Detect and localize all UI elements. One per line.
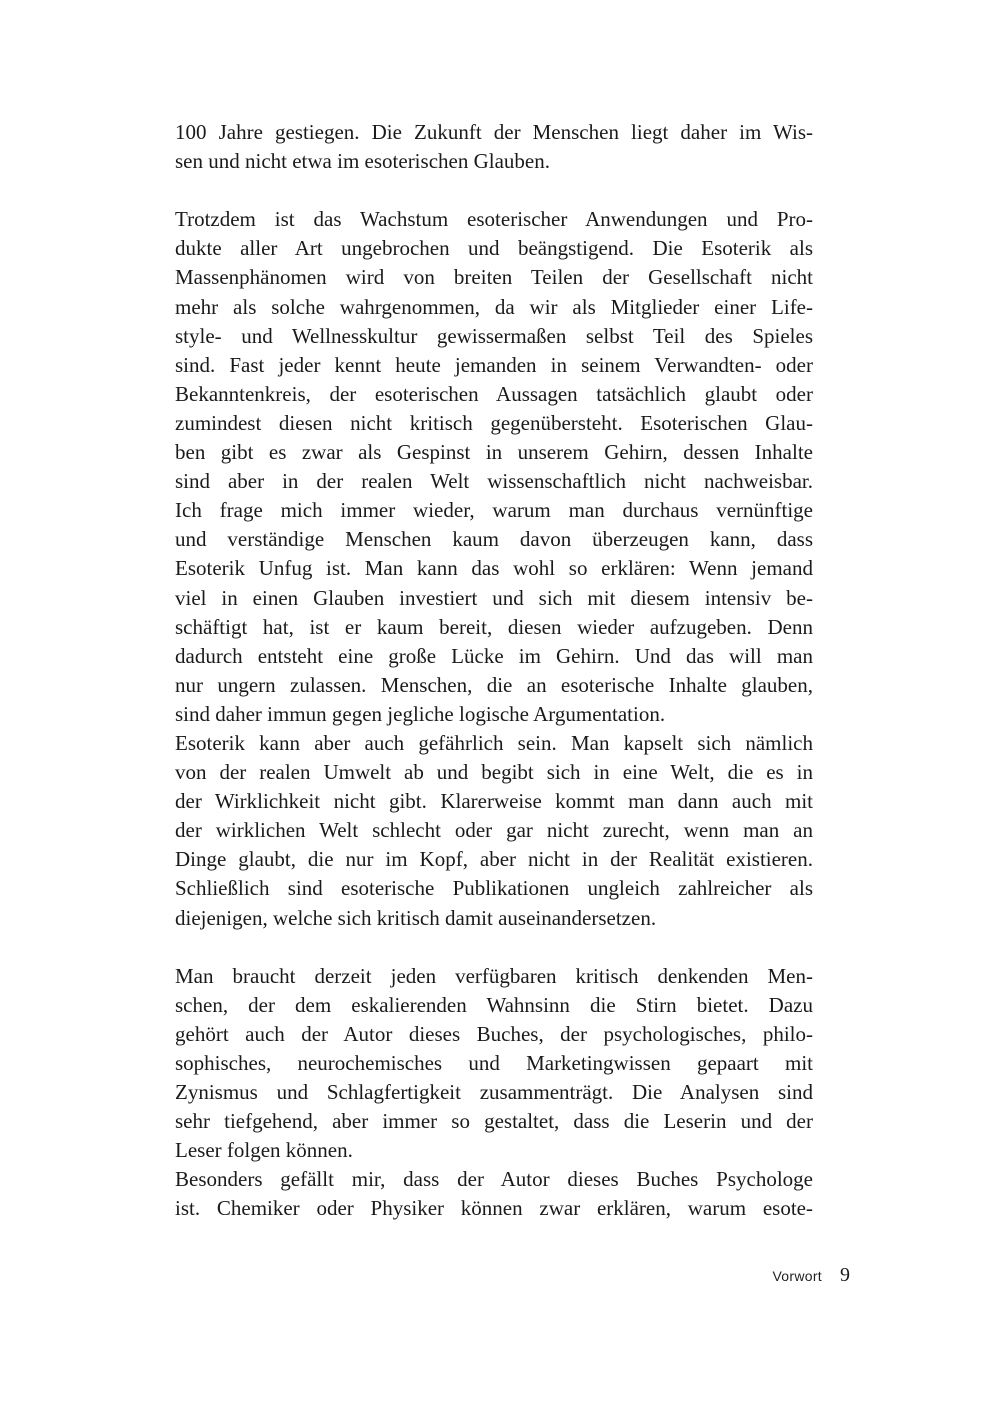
- text-line: Man braucht derzeit jeden verfügbaren kritisch denkenden Men-: [175, 963, 813, 988]
- text-line: sehr tiefgehend, aber immer so gestaltet, dass die Leserin und der: [175, 1109, 813, 1134]
- text-line: Esoterik kann aber auch gefährlich sein. Man kapselt sich nämlich: [175, 730, 813, 755]
- text-line: Trotzdem ist das Wachstum esoterischer Anwendungen und Pro-: [175, 207, 813, 232]
- text-line: der wirklichen Welt schlecht oder gar nicht zurecht, wenn man an: [175, 818, 813, 843]
- text-line: Esoterik Unfug ist. Man kann das wohl so erklären: Wenn jemand: [175, 556, 813, 581]
- text-line: viel in einen Glauben investiert und sich mit diesem intensiv be-: [175, 585, 813, 610]
- text-line: diejenigen, welche sich kritisch damit auseinandersetzen.: [175, 905, 657, 930]
- text-line: zumindest diesen nicht kritisch gegenübersteht. Esoterischen Glau-: [175, 410, 813, 435]
- paragraph-gap: [175, 933, 813, 962]
- text-line: Bekanntenkreis, der esoterischen Aussagen tatsächlich glaubt oder: [175, 381, 813, 406]
- text-line: sophisches, neurochemisches und Marketingwissen gepaart mit: [175, 1051, 813, 1075]
- text-line: Massenphänomen wird von breiten Teilen der Gesellschaft nicht: [175, 265, 813, 290]
- text-line: sen und nicht etwa im esoterischen Glauben.: [175, 149, 550, 174]
- text-line: Schließlich sind esoterische Publikationen ungleich zahlreicher als: [175, 876, 813, 901]
- text-line: Zynismus und Schlagfertigkeit zusammenträgt. Die Analysen sind: [175, 1080, 813, 1105]
- text-line: Leser folgen können.: [175, 1138, 353, 1163]
- text-line: Dinge glaubt, die nur im Kopf, aber nicht in der Realität existieren.: [175, 847, 813, 872]
- page-footer: [772, 1264, 850, 1287]
- text-line: und verständige Menschen kaum davon überzeugen kann, dass: [175, 527, 813, 552]
- text-line: gehört auch der Autor dieses Buches, der psychologisches, philo-: [175, 1021, 813, 1046]
- text-line: sind aber in der realen Welt wissenschaftlich nicht nachweisbar.: [175, 469, 813, 494]
- text-line: mehr als solche wahrgenommen, da wir als Mitglieder einer Life-: [175, 294, 813, 319]
- running-head: Vorwort: [772, 1268, 822, 1284]
- text-line: style- und Wellnesskultur gewissermaßen selbst Teil des Spieles: [175, 323, 813, 348]
- text-line: ben gibt es zwar als Gespinst in unserem Gehirn, dessen Inhalte: [175, 440, 813, 465]
- text-line: ist. Chemiker oder Physiker können zwar erklären, warum esote-: [175, 1196, 813, 1221]
- text-line: Ich frage mich immer wieder, warum man durchaus vernünftige: [175, 498, 813, 523]
- page-number: 9: [840, 1264, 850, 1286]
- text-line: dadurch entsteht eine große Lücke im Gehirn. Und das will man: [175, 643, 813, 668]
- text-line: der Wirklichkeit nicht gibt. Klarerweise kommt man dann auch mit: [175, 789, 813, 814]
- text-line: Besonders gefällt mir, dass der Autor dieses Buches Psychologe: [175, 1167, 813, 1192]
- text-line: von der realen Umwelt ab und begibt sich in eine Welt, die es in: [175, 760, 813, 785]
- text-line: 100 Jahre gestiegen. Die Zukunft der Menschen liegt daher im Wis-: [175, 120, 813, 144]
- text-line: sind daher immun gegen jegliche logische Argumentation.: [175, 701, 666, 726]
- paragraph-gap: [175, 176, 813, 205]
- text-line: schäftigt hat, ist er kaum bereit, diesen wieder aufzugeben. Denn: [175, 614, 813, 639]
- body-text: [175, 118, 813, 1224]
- text-line: nur ungern zulassen. Menschen, die an esoterische Inhalte glauben,: [175, 672, 813, 697]
- text-line: sind. Fast jeder kennt heute jemanden in seinem Verwandten- oder: [175, 352, 813, 377]
- text-line: dukte aller Art ungebrochen und beängstigend. Die Esoterik als: [175, 236, 813, 261]
- text-line: schen, der dem eskalierenden Wahnsinn die Stirn bietet. Dazu: [175, 992, 813, 1017]
